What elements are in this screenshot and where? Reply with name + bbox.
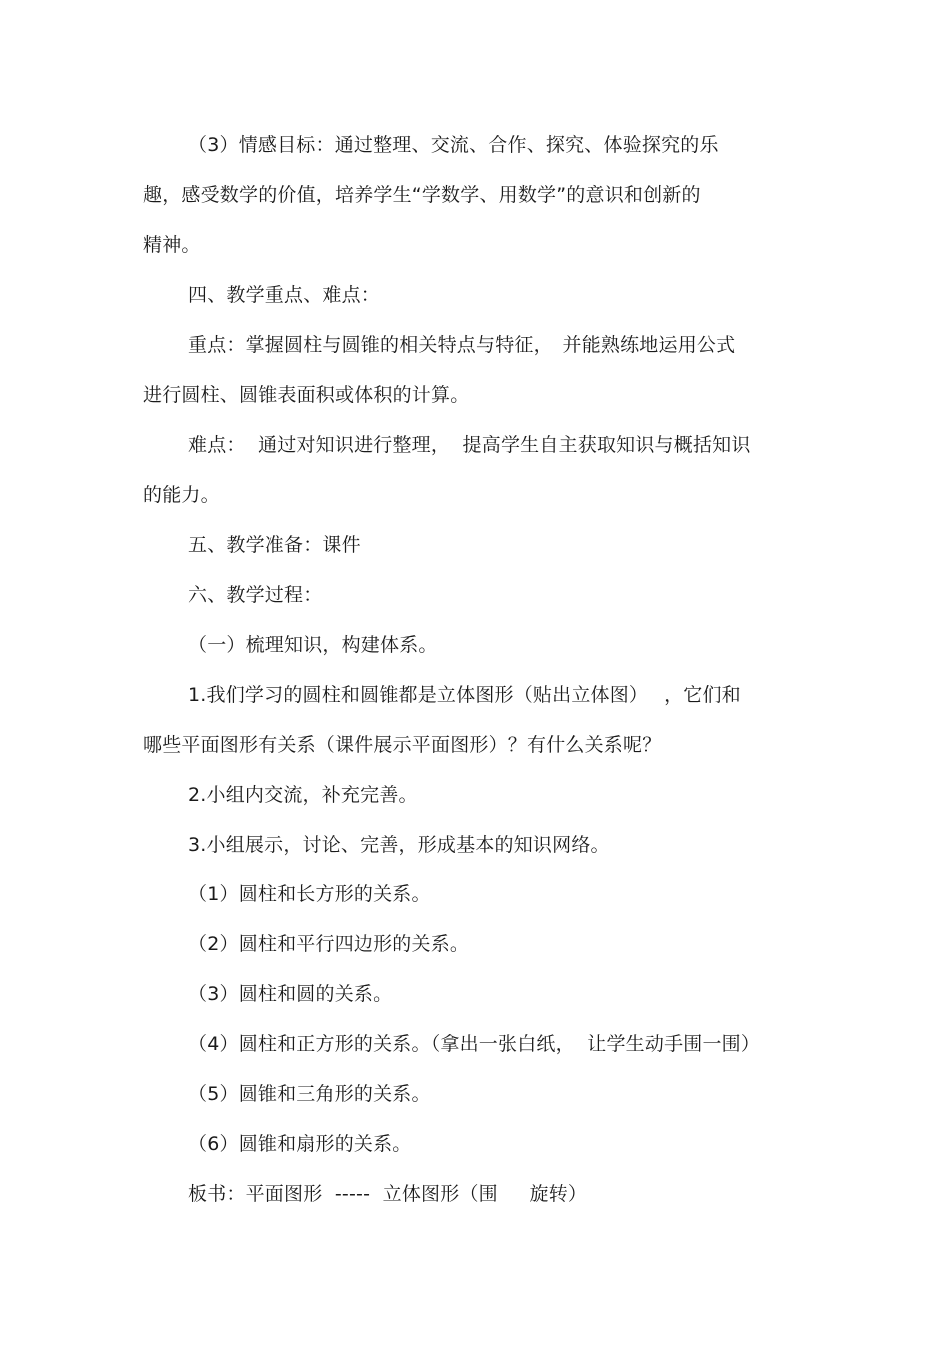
sub-item-5: （5）圆锥和三角形的关系。 (188, 1083, 431, 1105)
list-item-2: 2.小组内交流，补充完善。 (188, 784, 418, 806)
sub-item-2: （2）圆柱和平行四边形的关系。 (188, 933, 470, 955)
paragraph-emotion-goal-end: 精神。 (143, 234, 201, 256)
heading-preparation: 五、教学准备：课件 (188, 534, 361, 556)
paragraph-difficulty: 难点： 通过对知识进行整理， 提高学生自主获取知识与概括知识 (188, 434, 751, 456)
sub-item-4: （4）圆柱和正方形的关系。（拿出一张白纸， 让学生动手围一围） (188, 1033, 761, 1055)
paragraph-key-point-cont: 进行圆柱、圆锥表面积或体积的计算。 (143, 384, 470, 406)
heading-process: 六、教学过程： (188, 584, 323, 606)
heading-key-points: 四、教学重点、难点： (188, 284, 381, 306)
paragraph-emotion-goal: （3）情感目标：通过整理、交流、合作、探究、体验探究的乐 (188, 134, 719, 156)
paragraph-difficulty-cont: 的能力。 (143, 484, 220, 506)
sub-item-6: （6）圆锥和扇形的关系。 (188, 1133, 412, 1155)
list-item-3: 3.小组展示，讨论、完善，形成基本的知识网络。 (188, 834, 610, 856)
blackboard-note: 板书：平面图形 ----- 立体图形（围 旋转） (188, 1183, 588, 1205)
list-item-1-cont: 哪些平面图形有关系（课件展示平面图形）？有什么关系呢？ (143, 734, 662, 756)
paragraph-emotion-goal-cont: 趣，感受数学的价值，培养学生“学数学、用数学”的意识和创新的 (143, 184, 701, 206)
list-item-1: 1.我们学习的圆柱和圆锥都是立体图形（贴出立体图） ，它们和 (188, 684, 741, 706)
subheading-organize-knowledge: （一）梳理知识，构建体系。 (188, 634, 438, 656)
paragraph-key-point: 重点：掌握圆柱与圆锥的相关特点与特征， 并能熟练地运用公式 (188, 334, 736, 356)
sub-item-1: （1）圆柱和长方形的关系。 (188, 883, 431, 905)
sub-item-3: （3）圆柱和圆的关系。 (188, 983, 393, 1005)
